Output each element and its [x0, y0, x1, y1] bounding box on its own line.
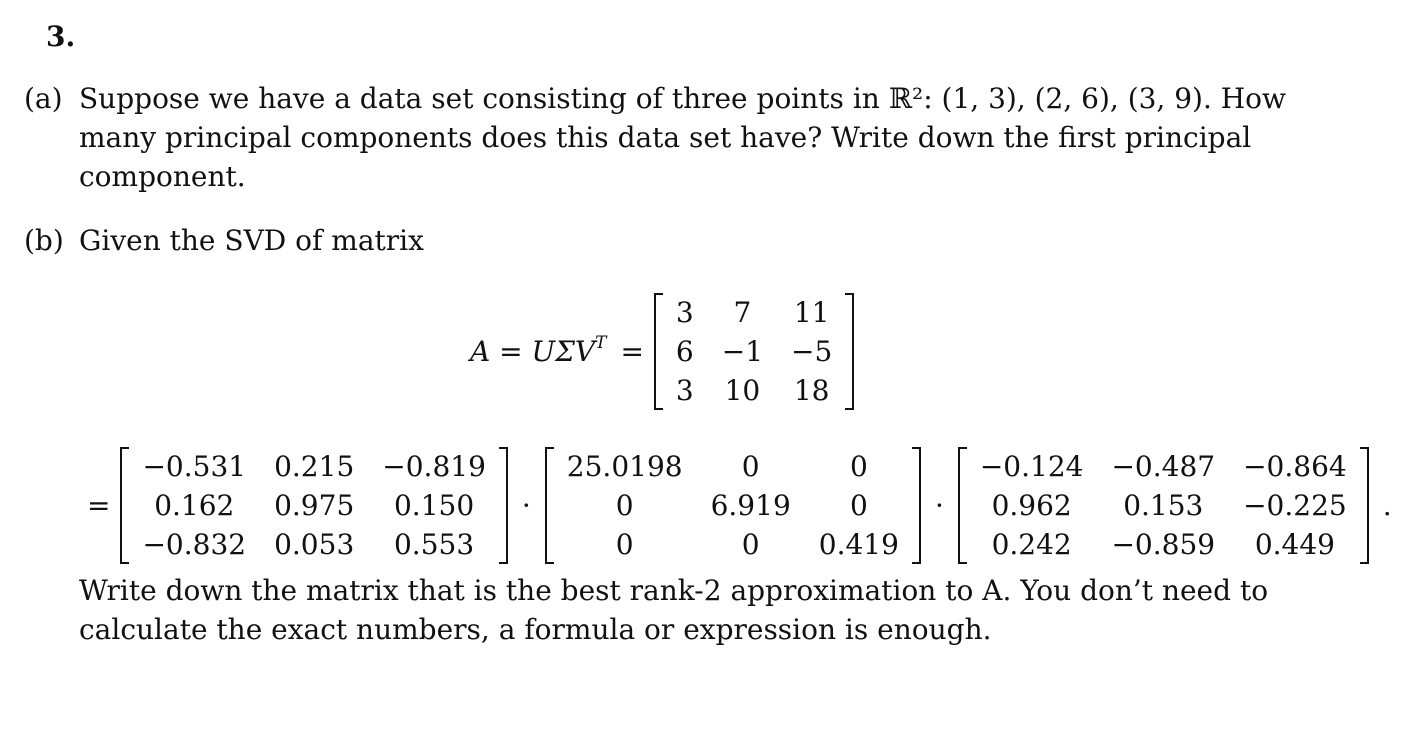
- matrix-row: [966, 525, 1361, 564]
- part-b-intro: Given the SVD of matrix: [79, 224, 424, 257]
- matrix-cell: −1: [721, 334, 764, 368]
- matrix-cell: −0.819: [382, 449, 486, 483]
- matrix-row: [553, 525, 913, 564]
- matrix-cell: 0.962: [991, 488, 1072, 522]
- matrix-row: [966, 486, 1361, 525]
- equation-lhs: $A = U\Sigma V^T$: [470, 333, 607, 368]
- part-b-line-2: calculate the exact numbers, a formula or expression is enough.: [79, 613, 992, 646]
- matrix-cell: 0.975: [274, 488, 355, 522]
- equals-sign: =: [620, 334, 644, 368]
- matrix-cell: 0: [615, 527, 634, 561]
- matrix-row: [128, 486, 499, 525]
- matrix-cell: −5: [791, 334, 833, 368]
- matrix-cell: 25.0198: [566, 449, 683, 483]
- matrix-cell: 6.919: [710, 488, 791, 522]
- matrix-cell: 0.053: [274, 527, 355, 561]
- matrix-sigma: [545, 447, 921, 564]
- dot-operator: ·: [521, 488, 531, 522]
- matrix-cell: 6: [675, 334, 694, 368]
- matrix-cell: 0.553: [393, 527, 475, 561]
- matrix-row: [966, 447, 1361, 486]
- problem-number: 3.: [46, 20, 76, 53]
- matrix-cell: 3: [675, 373, 694, 407]
- svd-equation-top: [470, 292, 854, 410]
- matrix-cell: 7: [733, 295, 752, 329]
- matrix-cell: 3: [675, 295, 694, 329]
- matrix-cell: 0.242: [991, 527, 1072, 561]
- equals-sign: =: [87, 488, 111, 522]
- part-a-label: (a): [24, 82, 63, 115]
- matrix-row: [128, 525, 499, 564]
- matrix-u: [120, 447, 507, 564]
- matrix-row: [553, 447, 913, 486]
- equation-end-period: .: [1382, 488, 1392, 522]
- matrix-row: [662, 332, 846, 371]
- matrix-cell: 0.449: [1254, 527, 1335, 561]
- matrix-row: [553, 486, 913, 525]
- matrix-cell: 0.419: [818, 527, 899, 561]
- matrix-cell: 0: [849, 449, 868, 483]
- matrix-cell: 0.162: [154, 488, 235, 522]
- part-b-line-1: Write down the matrix that is the best rank-2 approximation to A. You don’t need to: [79, 574, 1269, 607]
- matrix-vt: [958, 447, 1369, 564]
- matrix-cell: −0.124: [979, 449, 1084, 483]
- matrix-row: [128, 447, 499, 486]
- matrix-cell: 18: [793, 373, 830, 407]
- matrix-cell: −0.487: [1111, 449, 1216, 483]
- matrix-cell: 0: [615, 488, 634, 522]
- part-a-line-3: component.: [79, 160, 246, 193]
- matrix-cell: −0.832: [142, 527, 247, 561]
- matrix-cell: 0: [741, 449, 760, 483]
- matrix-cell: 0.153: [1123, 488, 1204, 522]
- dot-operator: ·: [934, 488, 944, 522]
- matrix-a: [654, 293, 854, 410]
- matrix-cell: −0.225: [1243, 488, 1347, 522]
- matrix-cell: 0: [741, 527, 760, 561]
- matrix-cell: 0: [849, 488, 868, 522]
- matrix-row: [662, 293, 846, 332]
- matrix-cell: −0.859: [1111, 527, 1216, 561]
- matrix-cell: 0.215: [274, 449, 355, 483]
- matrix-cell: −0.531: [142, 449, 247, 483]
- matrix-cell: 0.150: [393, 488, 475, 522]
- part-a-line-1: Suppose we have a data set consisting of three points in ℝ²: (1, 3), (2, 6), (3, 9). How: [79, 82, 1287, 115]
- svd-equation-bottom: [77, 446, 1406, 564]
- matrix-cell: 10: [724, 373, 761, 407]
- part-a-line-2: many principal components does this data set have? Write down the first principal: [79, 121, 1252, 154]
- matrix-cell: −0.864: [1243, 449, 1347, 483]
- matrix-row: [662, 371, 846, 410]
- matrix-cell: 11: [793, 295, 830, 329]
- part-b-label: (b): [24, 224, 64, 257]
